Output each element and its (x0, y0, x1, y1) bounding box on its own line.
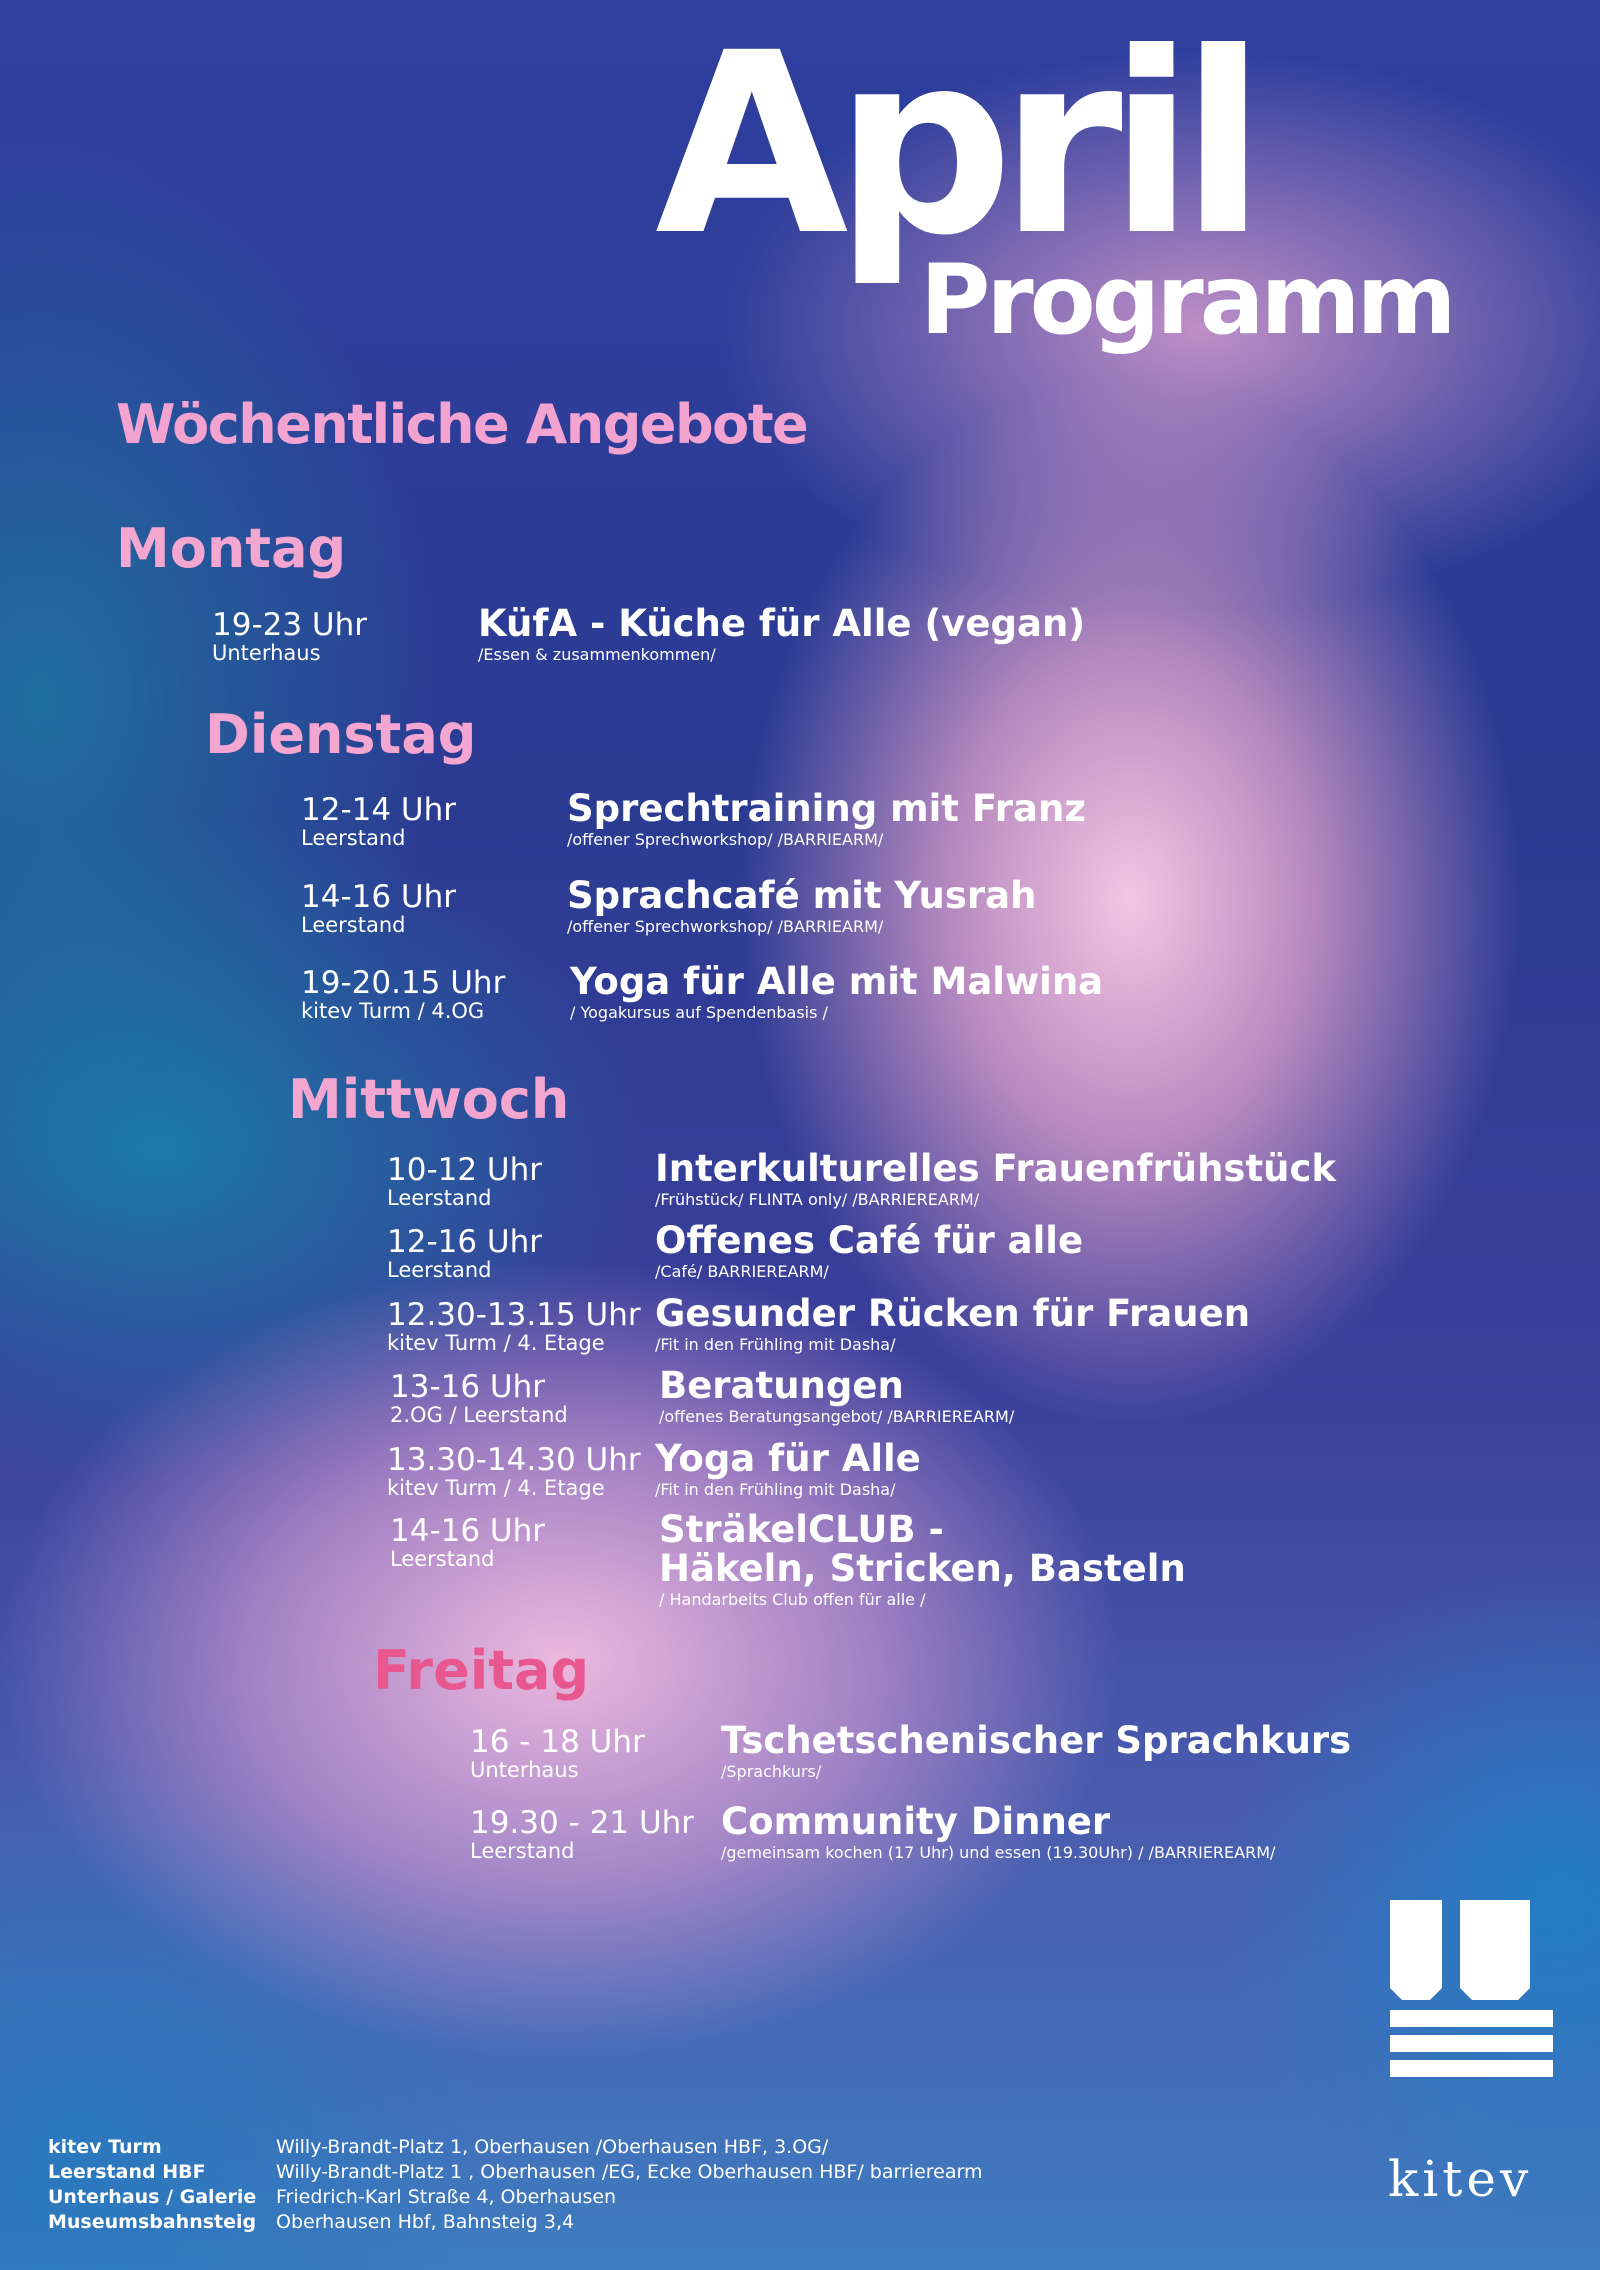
event-time: 12.30-13.15 Uhr (387, 1297, 641, 1333)
event-info-block (659, 1508, 1186, 1609)
event-time: 13-16 Uhr (390, 1369, 546, 1405)
day-heading-freitag: Freitag (373, 1639, 590, 1702)
event-place: kitev Turm / 4.OG (301, 999, 485, 1023)
event-title: Tschetschenischer Sprachkurs (721, 1719, 1352, 1762)
event-place: Unterhaus (470, 1758, 579, 1782)
event-subtitle: / Yogakursus auf Spendenbasis / (570, 1002, 828, 1022)
event-place: Leerstand (301, 913, 406, 937)
event-time-block (470, 1724, 645, 1782)
kitev-wordmark: kitev (1388, 2150, 1533, 2208)
event-time: 12-14 Uhr (301, 792, 457, 828)
event-place: Leerstand (387, 1186, 492, 1210)
event-time-block (301, 879, 457, 937)
event-info-block (655, 1437, 921, 1499)
event-info-block (655, 1292, 1251, 1354)
event-info-block (659, 1364, 1015, 1426)
event-subtitle: /offener Sprechworkshop/ /BARRIEARM/ (567, 916, 884, 936)
title-programm: Programm (920, 244, 1453, 356)
event-place: Unterhaus (212, 641, 321, 665)
event-subtitle: /offenes Beratungsangebot/ /BARRIEREARM/ (659, 1406, 1015, 1426)
section-title: Wöchentliche Angebote (116, 393, 808, 456)
day-heading-dienstag: Dienstag (205, 703, 477, 766)
event-subtitle: /offener Sprechworkshop/ /BARRIEARM/ (567, 829, 884, 849)
event-time-block (212, 607, 368, 665)
event-title: Yoga für Alle mit Malwina (570, 960, 1104, 1003)
event-place: 2.OG / Leerstand (390, 1403, 568, 1427)
footer-label: Unterhaus / Galerie (48, 2186, 257, 2208)
event-time-block (301, 792, 457, 850)
event-place: kitev Turm / 4. Etage (387, 1331, 605, 1355)
event-title: Community Dinner (721, 1800, 1111, 1843)
event-time: 10-12 Uhr (387, 1152, 543, 1188)
event-info-block (721, 1719, 1352, 1781)
event-info-block (478, 602, 1086, 664)
event-title: KüfA - Küche für Alle (vegan) (478, 602, 1086, 645)
event-time: 19-23 Uhr (212, 607, 368, 643)
event-time: 13.30-14.30 Uhr (387, 1442, 641, 1478)
event-title: Yoga für Alle (655, 1437, 921, 1480)
event-title: Beratungen (659, 1364, 904, 1407)
footer-label: Museumsbahnsteig (48, 2211, 257, 2233)
footer-address: Friedrich-Karl Straße 4, Oberhausen (276, 2186, 617, 2208)
event-title: Offenes Café für alle (655, 1219, 1084, 1262)
footer-label: Leerstand HBF (48, 2161, 206, 2183)
event-time-block (390, 1369, 568, 1427)
event-subtitle: /Fit in den Frühling mit Dasha/ (655, 1334, 896, 1354)
title-april: April (655, 0, 1253, 290)
day-heading-mittwoch: Mittwoch (288, 1068, 570, 1131)
event-place: Leerstand (470, 1839, 575, 1863)
event-time-block (390, 1513, 546, 1571)
event-time-block (387, 1442, 641, 1500)
event-title-line-2: Häkeln, Stricken, Basteln (659, 1546, 1186, 1590)
event-info-block (655, 1219, 1084, 1281)
event-time-block (301, 965, 506, 1023)
day-heading-montag: Montag (116, 517, 347, 580)
event-time: 14-16 Uhr (301, 879, 457, 915)
event-info-block (721, 1800, 1276, 1862)
event-time-block (470, 1805, 695, 1863)
event-place: Leerstand (301, 826, 406, 850)
event-subtitle: / Handarbeits Club offen für alle / (659, 1589, 926, 1609)
event-title: Sprachcafé mit Yusrah (567, 874, 1037, 917)
event-time: 14-16 Uhr (390, 1513, 546, 1549)
footer-address: Willy-Brandt-Platz 1, Oberhausen /Oberhausen HBF, 3.OG/ (276, 2136, 829, 2158)
event-subtitle: /Café/ BARRIEREARM/ (655, 1261, 829, 1281)
event-info-block (567, 787, 1086, 849)
event-place: Leerstand (390, 1547, 495, 1571)
event-time: 12-16 Uhr (387, 1224, 543, 1260)
event-title: SträkelCLUB - (659, 1508, 944, 1551)
event-subtitle: /Frühstück/ FLINTA only/ /BARRIEREARM/ (655, 1189, 980, 1209)
event-info-block (655, 1147, 1337, 1209)
event-subtitle: /Essen & zusammenkommen/ (478, 644, 716, 664)
event-time-block (387, 1297, 641, 1355)
event-time: 16 - 18 Uhr (470, 1724, 645, 1760)
event-time-block (387, 1224, 543, 1282)
kitev-logo-icon (1390, 1900, 1555, 2080)
event-info-block (570, 960, 1104, 1022)
event-title: Gesunder Rücken für Frauen (655, 1292, 1251, 1335)
event-time: 19-20.15 Uhr (301, 965, 506, 1001)
footer-address: Oberhausen Hbf, Bahnsteig 3,4 (276, 2211, 575, 2233)
event-place: Leerstand (387, 1258, 492, 1282)
event-title: Interkulturelles Frauenfrühstück (655, 1147, 1337, 1190)
event-place: kitev Turm / 4. Etage (387, 1476, 605, 1500)
event-time-block (387, 1152, 543, 1210)
footer-label: kitev Turm (48, 2136, 162, 2158)
event-subtitle: /gemeinsam kochen (17 Uhr) und essen (19.30Uhr) / /BARRIEREARM/ (721, 1842, 1276, 1862)
event-title: Sprechtraining mit Franz (567, 787, 1086, 830)
event-subtitle: /Sprachkurs/ (721, 1761, 822, 1781)
event-time: 19.30 - 21 Uhr (470, 1805, 695, 1841)
event-info-block (567, 874, 1037, 936)
event-subtitle: /Fit in den Frühling mit Dasha/ (655, 1479, 896, 1499)
footer-address: Willy-Brandt-Platz 1 , Oberhausen /EG, Ecke Oberhausen HBF/ barrierearm (276, 2161, 983, 2183)
